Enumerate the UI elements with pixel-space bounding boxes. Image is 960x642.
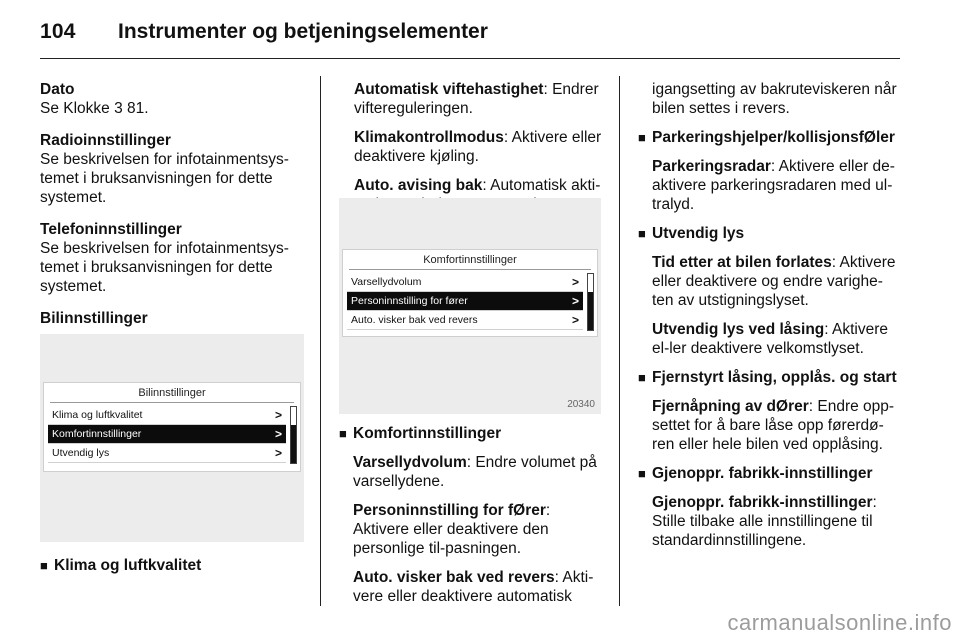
figure-bilinnstillinger-screen [40, 334, 304, 542]
column-divider-1 [320, 76, 321, 606]
definition: : Automatisk akti- [482, 177, 601, 194]
chevron-right-icon: > [274, 408, 282, 422]
term: Automatisk viftehastighet [354, 81, 544, 98]
paragraph [638, 253, 903, 310]
chevron-right-icon: > [571, 275, 579, 289]
bullet-square-icon: ■ [638, 130, 646, 145]
term: Varsellydvolum [353, 454, 467, 471]
paragraph [638, 320, 903, 358]
section-text: Se beskrivelsen for infotainmentsys-temet i bruksanvisningen for dette systemet. [40, 240, 289, 295]
section-heading: Dato [40, 81, 75, 98]
screen-scrollbar [290, 406, 297, 464]
chevron-right-icon: > [274, 446, 282, 460]
definition: : Aktivere eller de-aktivere parkeringsradaren med ul-tralyd. [652, 158, 895, 213]
paragraph [638, 493, 903, 550]
bullet-square-icon: ■ [638, 226, 646, 241]
chevron-right-icon: > [274, 427, 282, 441]
section-telefon [40, 220, 305, 296]
scrollbar-thumb [291, 425, 296, 463]
term: Fjernåpning av dØrer [652, 398, 809, 415]
menu-item [347, 311, 583, 330]
section-heading: Bilinnstillinger [40, 310, 148, 327]
bullet-label: Gjenoppr. fabrikk-innstillinger [652, 465, 873, 482]
page-title: Instrumenter og betjeningselementer [118, 20, 488, 43]
paragraph [353, 568, 605, 606]
bullet-klima-container [40, 556, 305, 585]
screen-title: Bilinnstillinger [50, 383, 294, 403]
chevron-right-icon: > [571, 313, 579, 327]
paragraph [638, 397, 903, 454]
bullet-label: Klima og luftkvalitet [54, 557, 202, 574]
menu-item [48, 444, 286, 463]
section-heading: Radioinnstillinger [40, 132, 171, 149]
term: Tid etter at bilen forlates [652, 254, 832, 271]
paragraph: igangsetting av bakruteviskeren når bilen settes i revers. [652, 81, 897, 117]
figure-code: 20340 [567, 399, 595, 410]
figure-komfortinnstillinger-screen [339, 198, 601, 414]
term: Parkeringsradar [652, 158, 771, 175]
menu-item-label: Klima og luftkvalitet [52, 409, 143, 421]
definition: : Aktivere eller deaktivere kjøling. [354, 129, 602, 165]
menu-list [347, 273, 583, 330]
section-heading: Telefoninnstillinger [40, 221, 182, 238]
display-screen [342, 249, 598, 337]
bullet-label: Utvendig lys [652, 225, 745, 242]
bullet-label: Parkeringshjelper/kollisjonsfØler [652, 129, 895, 146]
term: Personinnstilling for fØrer [353, 502, 546, 519]
definition: : Aktivere eller deaktivere den personlige til-pasningen. [353, 502, 551, 557]
menu-item-label: Komfortinnstillinger [52, 428, 142, 440]
paragraph [638, 157, 903, 214]
menu-item [48, 406, 286, 425]
bullet-label: Fjernstyrt låsing, opplås. og start [652, 369, 897, 386]
bullet-item [638, 224, 903, 243]
menu-item-selected [48, 425, 286, 444]
column-2-lower [339, 424, 605, 616]
display-screen [43, 382, 301, 472]
bullet-item [40, 556, 305, 575]
screen-title: Komfortinnstillinger [349, 250, 591, 270]
paragraph [353, 453, 605, 491]
definition: : Stille tilbake alle innstillingene til standardinnstillingene. [652, 494, 877, 549]
screen-scrollbar [587, 273, 594, 331]
bullet-item [339, 424, 605, 443]
definition: : Aktivere eller deaktivere og endre varighe-ten av utstigningslyset. [652, 254, 896, 309]
dato-text: Se Klokke [40, 100, 110, 117]
scrollbar-thumb [588, 292, 593, 330]
term: Gjenoppr. fabrikk-innstillinger [652, 494, 873, 511]
definition: : Aktivere el-ler deaktivere velkomstlyset. [652, 321, 889, 357]
term: Utvendig lys ved låsing [652, 321, 825, 338]
watermark: carmanualsonline.info [727, 610, 952, 635]
header-divider [40, 58, 900, 59]
menu-item-label: Auto. visker bak ved revers [351, 314, 478, 326]
definition: : Endre volumet på varsellydene. [353, 454, 597, 490]
bullet-square-icon: ■ [638, 370, 646, 385]
menu-list [48, 406, 286, 463]
column-3 [638, 80, 903, 560]
bullet-square-icon: ■ [40, 558, 48, 573]
reference-page: 81. [127, 100, 149, 117]
paragraph [353, 501, 605, 558]
chevron-right-icon: > [571, 294, 579, 308]
page-number: 104 [40, 20, 76, 43]
term: Auto. visker bak ved revers [353, 569, 555, 586]
menu-item [347, 273, 583, 292]
menu-item-selected [347, 292, 583, 311]
column-divider-2 [619, 76, 620, 606]
section-text: Se beskrivelsen for infotainmentsys-temet i bruksanvisningen for dette systemet. [40, 151, 289, 206]
bullet-square-icon: ■ [638, 466, 646, 481]
section-text [40, 99, 305, 118]
reference-arrow-icon: 3 [114, 100, 123, 117]
page-header [40, 14, 900, 48]
definition: : Endre opp-settet for å bare låse opp førerdø-ren eller hele bilen ved opplåsing. [652, 398, 895, 453]
column-1 [40, 80, 305, 341]
bullet-item [638, 128, 903, 147]
menu-item-label: Varsellydvolum [351, 276, 422, 288]
term: Auto. avising bak [354, 177, 483, 194]
paragraph [354, 128, 606, 166]
section-dato [40, 80, 305, 118]
bullet-label: Komfortinnstillinger [353, 425, 502, 442]
definition: : Akti-vere eller deaktivere automatisk [353, 569, 594, 605]
paragraph [354, 80, 606, 118]
definition: : Endrer viftereguleringen. [354, 81, 599, 117]
section-radio [40, 131, 305, 207]
menu-item-label: Utvendig lys [52, 447, 110, 459]
bullet-square-icon: ■ [339, 426, 347, 441]
bullet-item [638, 464, 903, 483]
term: Klimakontrollmodus [354, 129, 504, 146]
section-bilinnstillinger [40, 309, 305, 328]
menu-item-label: Personinnstilling for fører [351, 295, 468, 307]
bullet-item [638, 368, 903, 387]
